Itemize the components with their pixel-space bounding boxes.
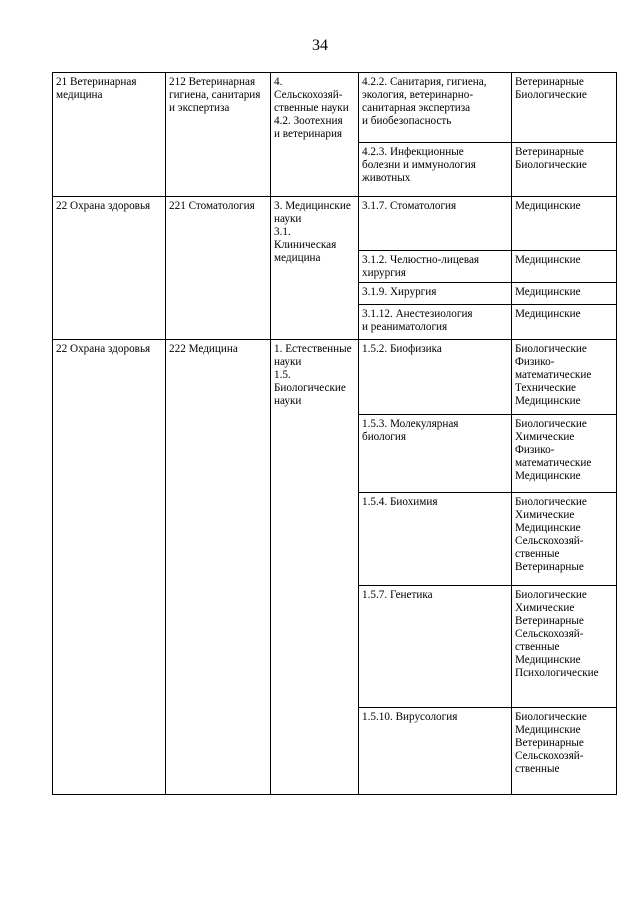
specialty-cell-line: и реаниматология (362, 321, 448, 333)
specialty-cell (359, 415, 512, 493)
sciences-cell-line: Ветеринарные (515, 561, 584, 573)
specialty-cell (359, 493, 512, 586)
specialty-cell (359, 73, 512, 143)
specialty-cell-line: биология (362, 431, 407, 443)
specialty-cell (359, 708, 512, 795)
specialty-cell-line: 1.5.10. Вирусология (362, 711, 458, 723)
group-cell-line: 221 Стоматология (169, 200, 255, 212)
sciences-cell-line: Медицинские (515, 522, 581, 534)
sciences-cell (512, 493, 617, 586)
sciences-cell (512, 305, 617, 340)
sciences-cell-line: Сельскохозяй- (515, 750, 584, 762)
specialty-cell-line: болезни и иммунология (362, 159, 476, 171)
branch-cell (271, 73, 359, 197)
specialty-cell (359, 305, 512, 340)
branch-cell-line: 3. Медицинские (274, 200, 351, 212)
specialty-cell (359, 197, 512, 251)
group-cell (166, 197, 271, 340)
branch-cell-line: медицина (274, 252, 321, 264)
group-cell (166, 340, 271, 795)
sciences-cell-line: ственные (515, 641, 560, 653)
sciences-cell-line: Биологические (515, 418, 587, 430)
branch-cell (271, 197, 359, 340)
sciences-cell-line: Технические (515, 382, 577, 394)
area-cell (53, 197, 166, 340)
sciences-cell-line: математические (515, 457, 592, 469)
specialty-cell-line: 3.1.7. Стоматология (362, 200, 457, 212)
specialty-cell-line: 1.5.2. Биофизика (362, 343, 442, 355)
sciences-cell-line: Биологические (515, 711, 587, 723)
specialty-cell-line: 4.2.3. Инфекционные (362, 146, 464, 158)
area-cell-line: 22 Охрана здоровья (56, 200, 151, 212)
branch-cell-line: 3.1. (274, 226, 291, 238)
sciences-cell-line: Медицинские (515, 724, 581, 736)
sciences-cell-line: Физико- (515, 444, 555, 456)
sciences-cell-line: Химические (515, 431, 575, 443)
specialty-cell-line: 3.1.2. Челюстно-лицевая (362, 254, 480, 266)
branch-cell-line: и ветеринария (274, 128, 343, 140)
specialty-cell-line: 1.5.4. Биохимия (362, 496, 438, 508)
branch-cell-line: 4.2. Зоотехния (274, 115, 343, 127)
sciences-cell-line: Биологические (515, 159, 587, 171)
sciences-cell-line: Медицинские (515, 200, 581, 212)
sciences-cell (512, 251, 617, 283)
sciences-cell-line: Физико- (515, 356, 555, 368)
sciences-cell-line: Химические (515, 509, 575, 521)
branch-cell-line: науки (274, 356, 302, 368)
sciences-cell-line: Медицинские (515, 470, 581, 482)
specialty-cell (359, 283, 512, 305)
sciences-cell-line: Биологические (515, 496, 587, 508)
branch-cell-line: науки (274, 395, 302, 407)
branch-cell-line: 1. Естественные (274, 343, 352, 355)
sciences-cell-line: Медицинские (515, 308, 581, 320)
sciences-cell-line: Ветеринарные (515, 615, 584, 627)
group-cell (166, 73, 271, 197)
specialty-cell-line: животных (362, 172, 411, 184)
specialty-cell-line: 3.1.9. Хирургия (362, 286, 437, 298)
specialty-cell-line: 4.2.2. Санитария, гигиена, (362, 76, 487, 88)
specialty-cell (359, 340, 512, 415)
sciences-cell-line: Медицинские (515, 395, 581, 407)
specialty-cell-line: 1.5.7. Генетика (362, 589, 433, 601)
sciences-cell-line: ственные (515, 763, 560, 775)
specialty-cell-line: 3.1.12. Анестезиология (362, 308, 473, 320)
area-cell-line: 21 Ветеринарная (56, 76, 137, 88)
sciences-cell (512, 73, 617, 143)
sciences-cell (512, 340, 617, 415)
table-row (53, 197, 617, 251)
area-cell-line: 22 Охрана здоровья (56, 343, 151, 355)
area-cell-line: медицина (56, 89, 103, 101)
sciences-cell (512, 586, 617, 708)
specialty-cell (359, 143, 512, 197)
group-cell-line: 222 Медицина (169, 343, 238, 355)
sciences-cell (512, 415, 617, 493)
group-cell-line: гигиена, санитария (169, 89, 261, 101)
sciences-cell-line: ственные (515, 548, 560, 560)
specialty-cell (359, 586, 512, 708)
sciences-cell-line: Биологические (515, 343, 587, 355)
group-cell-line: и экспертиза (169, 102, 230, 114)
specialties-table (52, 72, 617, 795)
area-cell (53, 73, 166, 197)
branch-cell-line: Клиническая (274, 239, 337, 251)
sciences-cell (512, 143, 617, 197)
sciences-cell-line: Биологические (515, 89, 587, 101)
branch-cell (271, 340, 359, 795)
sciences-cell-line: Медицинские (515, 654, 581, 666)
group-cell-line: 212 Ветеринарная (169, 76, 256, 88)
sciences-cell-line: Сельскохозяй- (515, 535, 584, 547)
sciences-cell-line: Биологические (515, 589, 587, 601)
page-number: 34 (312, 37, 328, 54)
specialty-cell-line: санитарная экспертиза (362, 102, 471, 114)
sciences-cell-line: Ветеринарные (515, 737, 584, 749)
sciences-cell (512, 197, 617, 251)
sciences-cell-line: Химические (515, 602, 575, 614)
branch-cell-line: 4. (274, 76, 283, 88)
branch-cell-line: 1.5. (274, 369, 291, 381)
sciences-cell-line: Сельскохозяй- (515, 628, 584, 640)
table-row (53, 73, 617, 143)
branch-cell-line: Биологические (274, 382, 346, 394)
sciences-cell-line: Психологические (515, 667, 599, 679)
sciences-cell-line: Медицинские (515, 254, 581, 266)
branch-cell-line: Сельскохозяй- (274, 89, 343, 101)
specialty-cell-line: экология, ветеринарно- (362, 89, 474, 101)
specialty-cell-line: и биобезопасность (362, 115, 452, 127)
branch-cell-line: ственные науки (274, 102, 349, 114)
sciences-cell-line: математические (515, 369, 592, 381)
specialty-cell-line: хирургия (362, 267, 406, 279)
sciences-cell (512, 283, 617, 305)
area-cell (53, 340, 166, 795)
table-row (53, 340, 617, 415)
specialty-cell (359, 251, 512, 283)
sciences-cell-line: Медицинские (515, 286, 581, 298)
sciences-cell-line: Ветеринарные (515, 146, 584, 158)
specialty-cell-line: 1.5.3. Молекулярная (362, 418, 459, 430)
sciences-cell-line: Ветеринарные (515, 76, 584, 88)
sciences-cell (512, 708, 617, 795)
branch-cell-line: науки (274, 213, 302, 225)
